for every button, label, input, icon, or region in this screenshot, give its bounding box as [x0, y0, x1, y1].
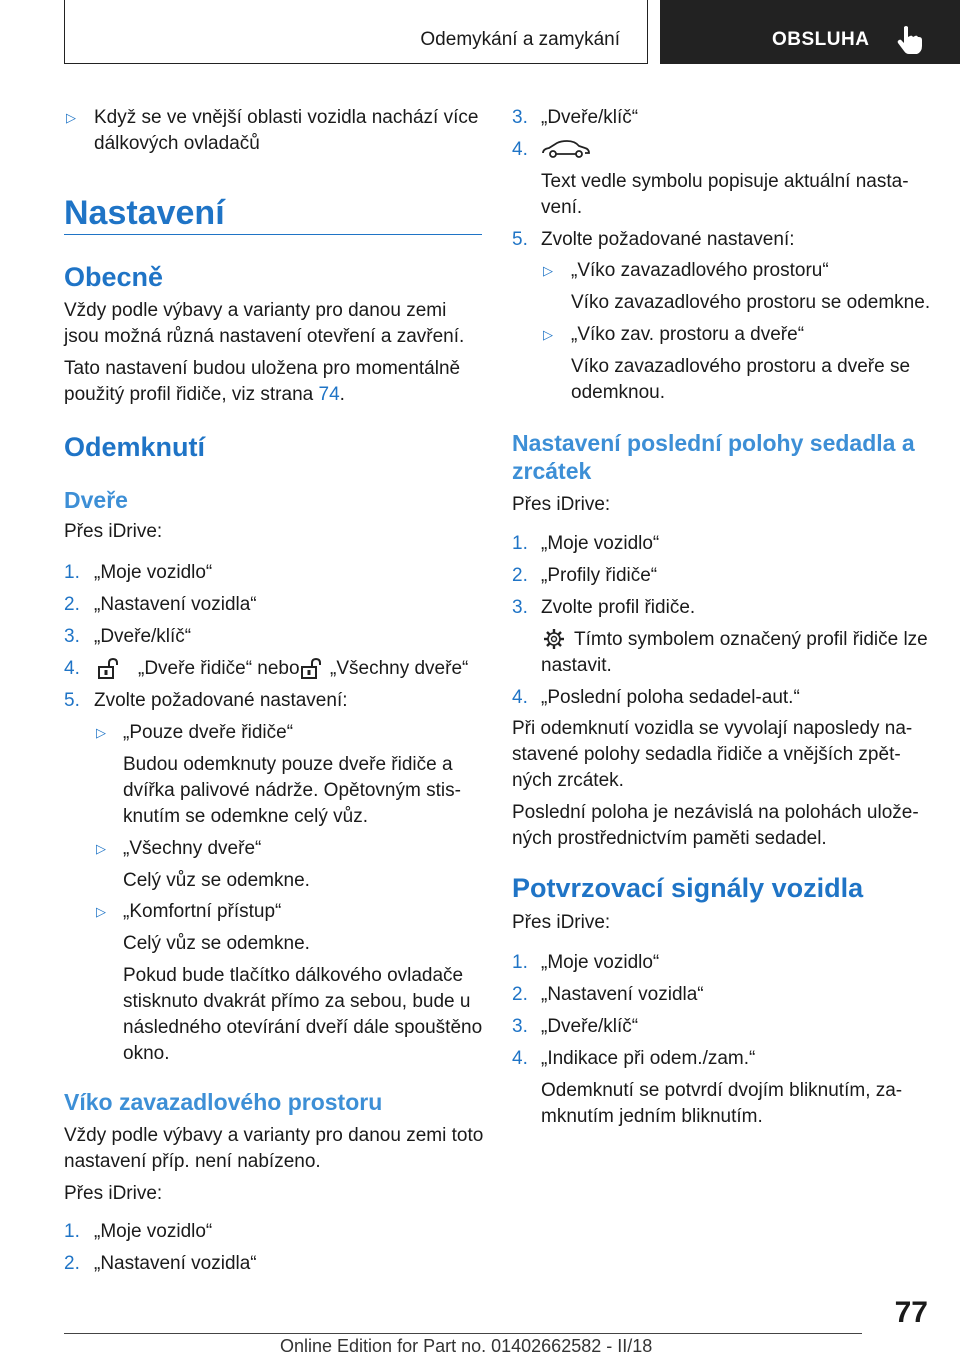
gear-note: nastavit.	[541, 655, 612, 676]
footer-rule	[64, 1333, 862, 1334]
header-chapter-title: OBSLUHA	[772, 29, 870, 50]
step-text: „Nastavení vozidla“	[94, 594, 257, 615]
option-note: stisknuto dvakrát přímo za sebou, bude u	[123, 991, 471, 1012]
paragraph-line: Vždy podle výbavy a varianty pro danou zemi toto	[64, 1125, 484, 1146]
bullet-triangle-icon: ▷	[96, 841, 106, 856]
step-desc: Text vedle symbolu popisuje aktuální nasta-	[541, 171, 909, 192]
step-number: 4.	[512, 1048, 528, 1069]
via-idrive: Přes iDrive:	[512, 912, 611, 933]
step-number: 2.	[512, 984, 528, 1005]
step-number: 3.	[512, 107, 528, 128]
step-number: 1.	[64, 1221, 80, 1242]
heading-unlock: Odemknutí	[64, 432, 206, 462]
hand-pointer-icon	[896, 25, 922, 55]
header-section-title: Odemykání a zamykání	[420, 29, 620, 50]
bullet-text: dálkových ovladačů	[94, 133, 260, 154]
option-desc: Víko zavazadlového prostoru se odemkne.	[571, 292, 931, 313]
option-desc: dvířka palivové nádrže. Opětovným stis-	[123, 780, 461, 801]
option-note: Pokud bude tlačítko dálkového ovladače	[123, 965, 464, 986]
paragraph-line: Vždy podle výbavy a varianty pro danou zemi	[64, 300, 447, 321]
step-number: 5.	[512, 229, 528, 250]
step-number: 4.	[64, 658, 80, 679]
step-text: „Všechny dveře“	[330, 658, 469, 679]
via-idrive: Přes iDrive:	[64, 1183, 163, 1204]
step-text: „Nastavení vozidla“	[541, 984, 704, 1005]
step-number: 2.	[64, 1253, 80, 1274]
step-number: 3.	[64, 626, 80, 647]
step-text: „Moje vozidlo“	[94, 1221, 213, 1242]
heading-trunk: Víko zavazadlového prostoru	[64, 1089, 383, 1115]
heading-rule	[64, 234, 482, 235]
step-number: 4.	[512, 139, 528, 160]
step-number: 2.	[64, 594, 80, 615]
step-number: 3.	[512, 597, 528, 618]
step-text: „Poslední poloha sedadel-aut.“	[541, 687, 800, 708]
option-title: „Komfortní přístup“	[123, 901, 282, 922]
step-number: 3.	[512, 1016, 528, 1037]
step-text: „Indikace při odem./zam.“	[541, 1048, 756, 1069]
step-number: 2.	[512, 565, 528, 586]
car-outline-icon	[541, 139, 591, 159]
option-desc: Celý vůz se odemkne.	[123, 933, 310, 954]
bullet-text: Když se ve vnější oblasti vozidla nachází více	[94, 107, 479, 128]
unlock-icon	[299, 658, 323, 680]
header-chapter-tab	[660, 0, 960, 64]
paragraph-line: použitý profil řidiče, viz strana 74.	[64, 384, 345, 405]
page-link[interactable]: 74	[318, 384, 340, 405]
paragraph-line: ných zrcátek.	[512, 770, 624, 791]
bullet-triangle-icon: ▷	[96, 904, 106, 919]
heading-doors: Dveře	[64, 487, 128, 513]
step-text: „Nastavení vozidla“	[94, 1253, 257, 1274]
step-text: „Dveře/klíč“	[541, 107, 639, 128]
step-text: „Dveře řidiče“ nebo	[138, 658, 300, 679]
unlock-icon	[96, 658, 120, 680]
step-text: „Moje vozidlo“	[94, 562, 213, 583]
via-idrive: Přes iDrive:	[512, 494, 611, 515]
heading-last-position: Nastavení poslední polohy sedadla a	[512, 430, 915, 456]
step-text: „Dveře/klíč“	[94, 626, 192, 647]
heading-confirmation: Potvrzovací signály vozidla	[512, 873, 864, 903]
step-desc: mknutím jedním bliknutím.	[541, 1106, 763, 1127]
step-text: Zvolte požadované nastavení:	[94, 690, 348, 711]
paragraph-line: Tato nastavení budou uložena pro momentálně	[64, 358, 461, 379]
paragraph-line: Při odemknutí vozidla se vyvolají naposledy na-	[512, 718, 913, 739]
paragraph-line: Poslední poloha je nezávislá na polohách ulože-	[512, 802, 919, 823]
gear-note: Tímto symbolem označený profil řidiče lze	[574, 629, 928, 650]
step-text: Zvolte požadované nastavení:	[541, 229, 795, 250]
step-text: Zvolte profil řidiče.	[541, 597, 696, 618]
heading-last-position: zrcátek	[512, 458, 592, 484]
step-number: 4.	[512, 687, 528, 708]
heading-general: Obecně	[64, 262, 164, 292]
paragraph-line: jsou možná různá nastavení otevření a zavření.	[64, 326, 465, 347]
option-note: následného otevírání dveří dále spouštěno	[123, 1017, 483, 1038]
paragraph-line: nastavení příp. není nabízeno.	[64, 1151, 321, 1172]
option-title: „Víko zav. prostoru a dveře“	[571, 324, 805, 345]
paragraph-line: stavené polohy sedadla řidiče a vnějších zpět-	[512, 744, 901, 765]
gear-icon	[543, 628, 565, 650]
step-desc: vení.	[541, 197, 583, 218]
option-desc: Budou odemknuty pouze dveře řidiče a	[123, 754, 453, 775]
option-desc: odemknou.	[571, 382, 666, 403]
step-desc: Odemknutí se potvrdí dvojím bliknutím, za-	[541, 1080, 903, 1101]
bullet-triangle-icon: ▷	[543, 327, 553, 342]
via-idrive: Přes iDrive:	[64, 521, 163, 542]
option-title: „Víko zavazadlového prostoru“	[571, 260, 829, 281]
step-text: „Dveře/klíč“	[541, 1016, 639, 1037]
step-number: 1.	[64, 562, 80, 583]
step-text: „Moje vozidlo“	[541, 952, 660, 973]
step-text: „Profily řidiče“	[541, 565, 658, 586]
step-number: 1.	[512, 952, 528, 973]
option-desc: Víko zavazadlového prostoru a dveře se	[571, 356, 911, 377]
option-title: „Všechny dveře“	[123, 838, 262, 859]
paragraph-line: ných prostřednictvím paměti sedadel.	[512, 828, 827, 849]
option-title: „Pouze dveře řidiče“	[123, 722, 294, 743]
option-note: okno.	[123, 1043, 170, 1064]
step-text: „Moje vozidlo“	[541, 533, 660, 554]
bullet-triangle-icon: ▷	[96, 725, 106, 740]
footer-edition: Online Edition for Part no. 01402662582 - II/18	[280, 1336, 653, 1356]
bullet-triangle-icon: ▷	[66, 110, 76, 125]
step-number: 5.	[64, 690, 80, 711]
step-number: 1.	[512, 533, 528, 554]
option-desc: Celý vůz se odemkne.	[123, 870, 310, 891]
page-number: 77	[894, 1296, 928, 1329]
bullet-triangle-icon: ▷	[543, 263, 553, 278]
option-desc: knutím se odemkne celý vůz.	[123, 806, 368, 827]
heading-settings: Nastavení	[64, 194, 225, 232]
